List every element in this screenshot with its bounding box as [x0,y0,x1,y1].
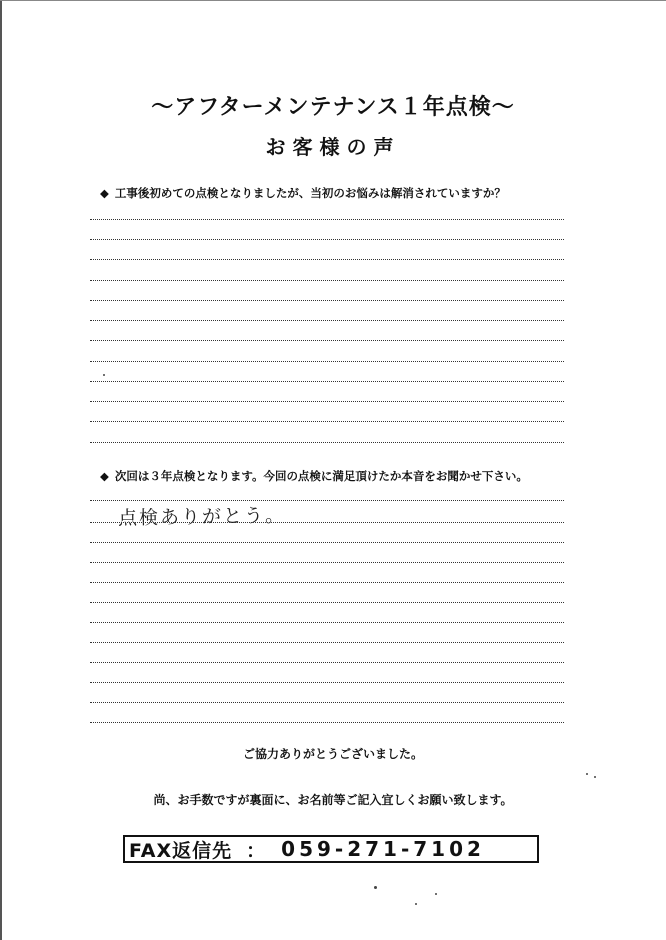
scan-speck [374,886,377,889]
scan-speck [103,374,105,376]
answer-line [90,582,564,583]
fax-separator: ： [246,839,266,862]
question-1-text: 工事後初めての点検となりましたが、当初のお悩みは解消されていますか？ [114,186,506,200]
answer-line [90,722,564,723]
answer-line [90,239,564,240]
answer-line [90,642,564,643]
answer-line [90,421,564,422]
answer-line [90,602,564,603]
question-2-text: 次回は３年点検となります。今回の点検に満足頂けたか本音をお聞かせ下さい。 [114,469,528,483]
handwritten-answer: 点検ありがとう。 [117,504,287,530]
question-1 [100,185,506,201]
answer-line [90,500,564,501]
answer-line [90,562,564,563]
answer-line [90,522,564,523]
answer-line [90,320,564,321]
diamond-bullet-icon: ◆ [100,186,109,200]
question-2 [100,468,528,484]
answer-line [90,442,564,443]
answer-line [90,381,564,382]
scan-speck [594,776,596,778]
scan-edge-top [0,0,666,1]
answer-line [90,662,564,663]
answer-line [90,622,564,623]
answer-line [90,401,564,402]
fax-number: 059-271-7102 [281,837,485,861]
answer-line [90,702,564,703]
scan-speck [435,893,437,895]
answer-line [90,361,564,362]
fax-label: FAX返信先 [129,839,233,862]
page-subtitle: お客様の声 [265,135,401,159]
answer-line [90,300,564,301]
answer-line [90,340,564,341]
answer-line [90,219,564,220]
fax-return-box [123,835,539,863]
scan-speck [415,903,417,905]
answer-line [90,259,564,260]
diamond-bullet-icon: ◆ [100,469,109,483]
page-title: ～アフターメンテナンス１年点検～ [151,95,515,120]
return-note: 尚、お手数ですが裏面に、お名前等ご記入宜しくお願い致します。 [153,793,513,807]
answer-line [90,280,564,281]
scan-speck [586,773,588,775]
answer-line [90,682,564,683]
answer-line [90,542,564,543]
thanks-message: ご協力ありがとうございました。 [242,747,423,761]
